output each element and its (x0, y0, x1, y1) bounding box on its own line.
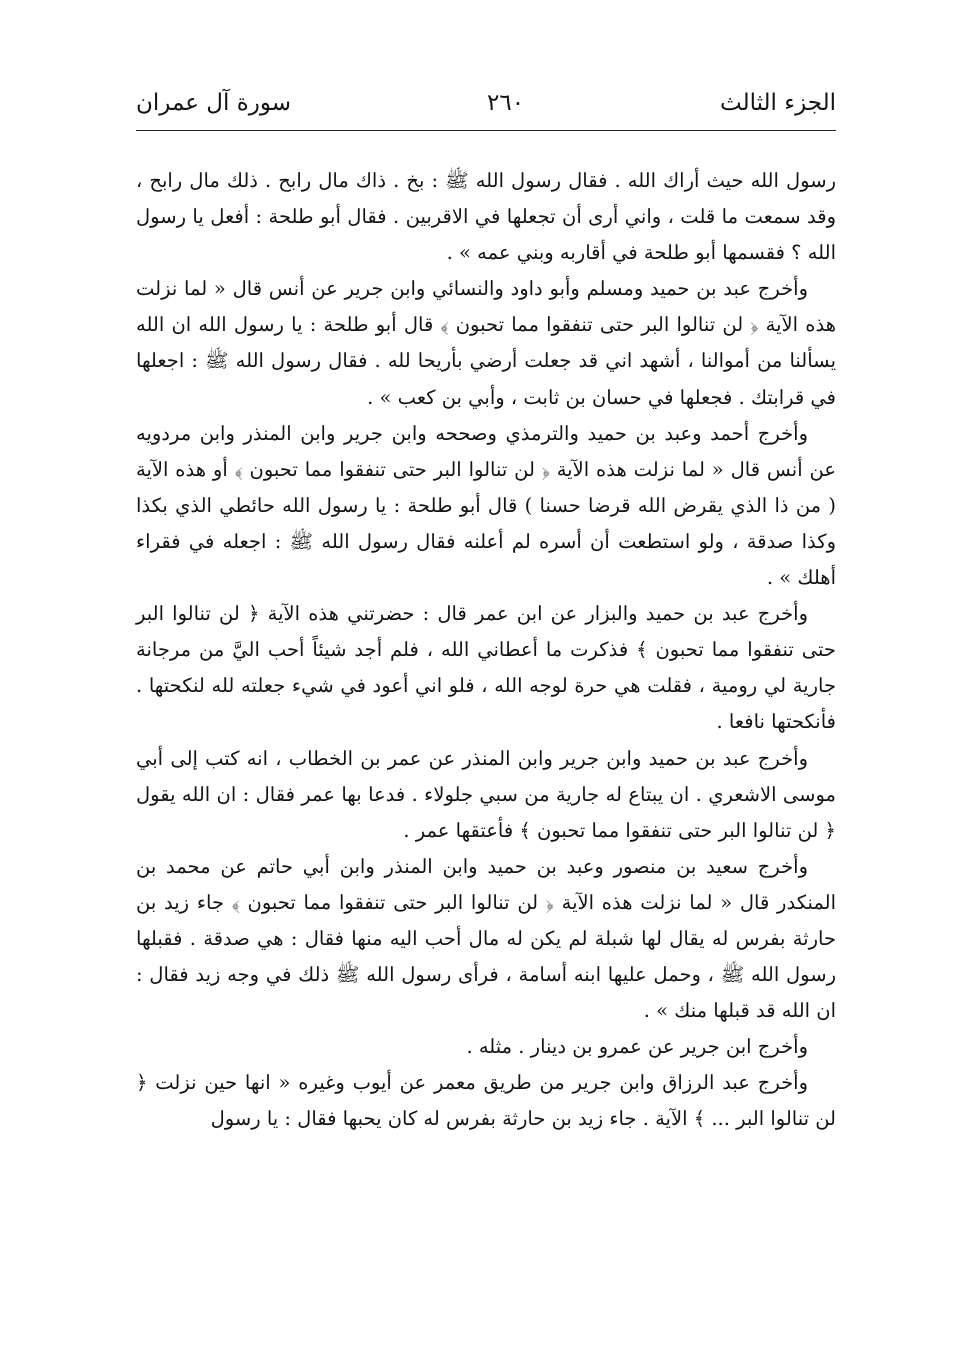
header-divider (136, 130, 836, 131)
paragraph: وأخرج ابن جرير عن عمرو بن دينار . مثله . (466, 1035, 808, 1059)
surah-label: سورة آل عمران (136, 90, 292, 116)
paragraph: وأخرج عبد الرزاق وابن جرير من طريق معمر عن أيوب وغيره « انها حين نزلت ﴿ لن تنالوا البر ... ﴾ الآية . جاء زيد بن حارثة بفرس له كان يحبها فقال : يا رسول (136, 1071, 836, 1131)
page-number: ٢٦٠ (486, 90, 525, 116)
paragraph: وأخرج عبد بن حميد وابن جرير وابن المنذر عن عمر بن الخطاب ، انه كتب إلى أبي موسى الاشعري . ان يبتاع له جارية من سبي جلولاء . فدعا بها عمر فقال : ان الله يقول ﴿ لن تنالوا البر حتى تنفقوا مما تحبون ﴾ فأعتقها عمر . (136, 746, 836, 842)
paragraph: وأخرج سعيد بن منصور وعبد بن حميد وابن المنذر وابن أبي حاتم عن محمد بن المنكدر قال « لما نزلت هذه الآية ﴿ لن تنالوا البر حتى تنفقوا مما تحبون ﴾ جاء زيد بن حارثة بفرس له يقال لها شبلة لم يكن له مال أحب اليه منها فقال : هي صدقة . فقبلها رسول الله ﷺ ، وحمل عليها ابنه أسامة ، فرأى رسول الله ﷺ ذلك في وجه زيد فقال : ان الله قد قبلها منك » . (136, 854, 836, 1023)
paragraph: رسول الله حيث أراك الله . فقال رسول الله ﷺ : بخ . ذاك مال رابح . ذلك مال رابح ، وقد سمعت ما قلت ، واني أرى أن تجعلها في الاقربين . فقال أبو طلحة : أفعل يا رسول الله ؟ فقسمها أبو طلحة في أقاربه وبني عمه » . (136, 169, 836, 265)
paragraph: وأخرج أحمد وعبد بن حميد والترمذي وصححه وابن جرير وابن المنذر وابن مردويه عن أنس قال « لما نزلت هذه الآية ﴿ لن تنالوا البر حتى تنفقوا مما تحبون ﴾ أو هذه الآية ( من ذا الذي يقرض الله قرضا حسنا ) قال أبو طلحة : يا رسول الله حائطي الذي بكذا وكذا صدقة ، ولو استطعت أن أسره لم أعلنه فقال رسول الله ﷺ : اجعله في فقراء أهلك » . (136, 421, 836, 590)
page-header (136, 80, 836, 126)
page-body (136, 163, 836, 1138)
juz-label: الجزء الثالث (720, 90, 836, 116)
paragraph: وأخرج عبد بن حميد والبزار عن ابن عمر قال : حضرتني هذه الآية ﴿ لن تنالوا البر حتى تنفقوا مما تحبون ﴾ فذكرت ما أعطاني الله ، فلم أجد شيئاً أحب اليَّ من مرجانة جارية لي رومية ، فقلت هي حرة لوجه الله ، فلو اني أعود في شيء جعلته لله لنكحتها . فأنكحتها نافعا . (136, 602, 836, 734)
paragraph: وأخرج عبد بن حميد ومسلم وأبو داود والنسائي وابن جرير عن أنس قال « لما نزلت هذه الآية ﴿ لن تنالوا البر حتى تنفقوا مما تحبون ﴾ قال أبو طلحة : يا رسول الله ان الله يسألنا من أموالنا ، أشهد اني قد جعلت أرضي بأريحا لله . فقال رسول الله ﷺ : اجعلها في قرابتك . فجعلها في حسان بن ثابت ، وأبي بن كعب » . (136, 277, 836, 409)
